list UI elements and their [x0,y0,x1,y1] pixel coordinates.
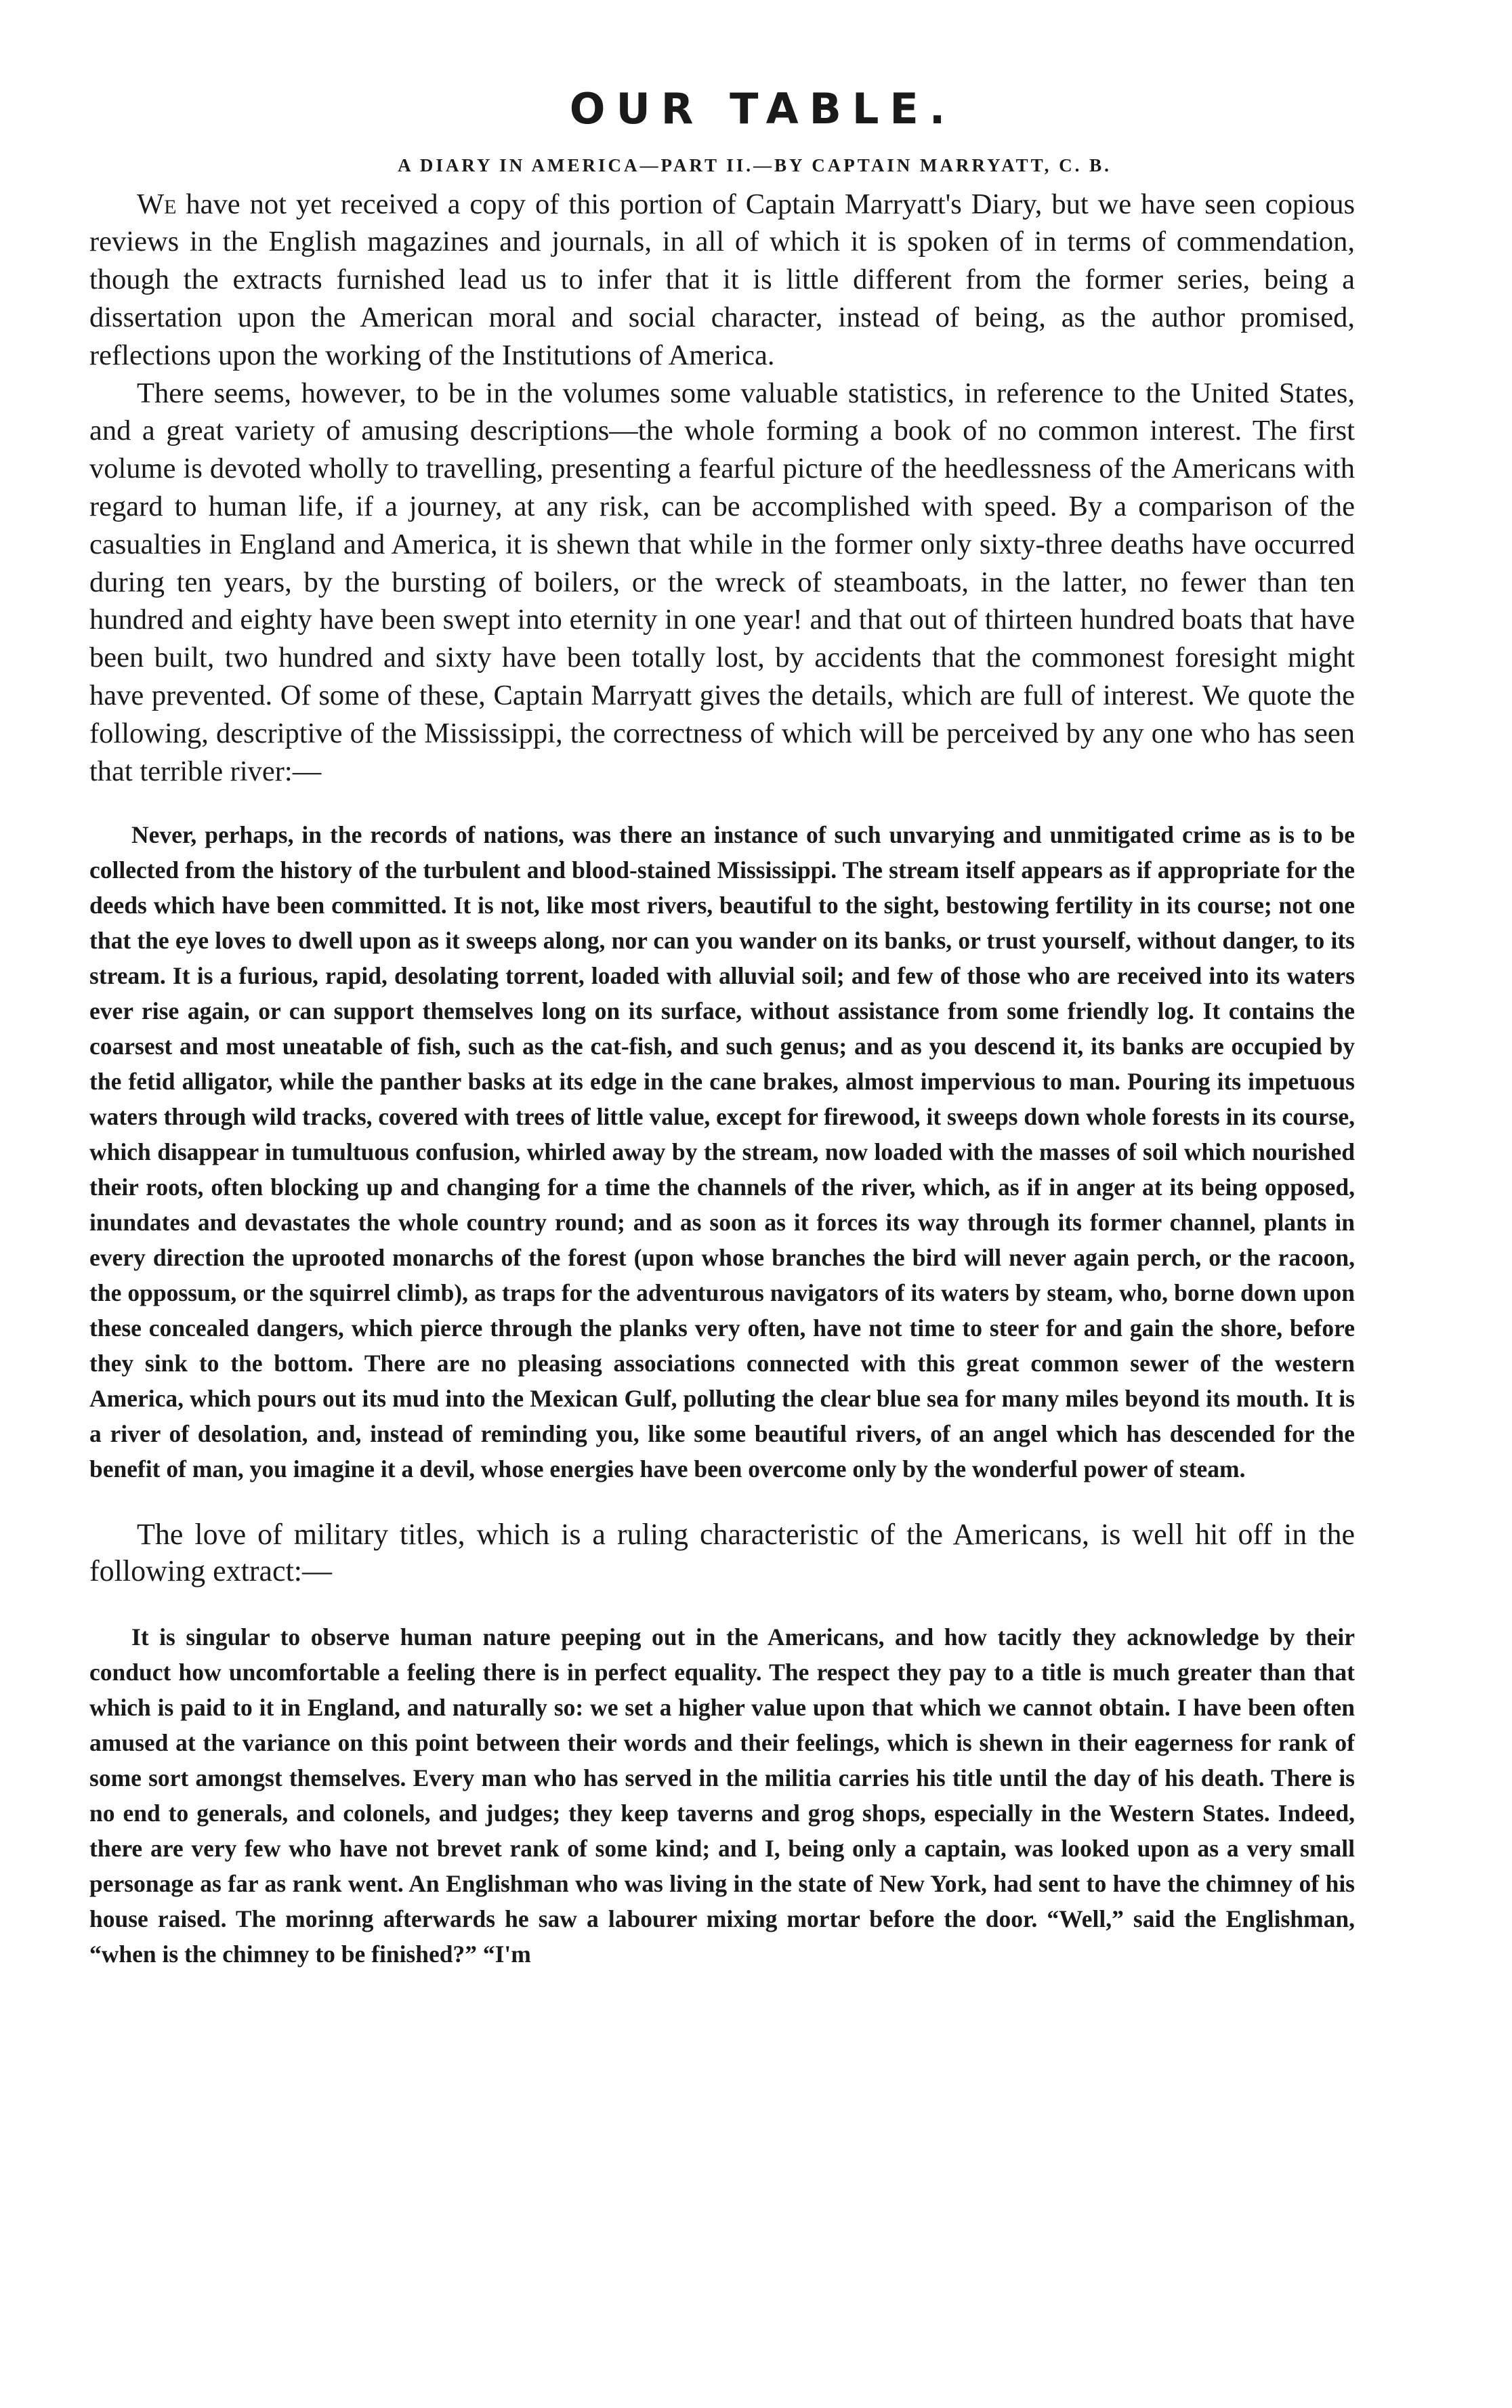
section-title: OUR TABLE. [569,84,957,133]
body-paragraph-3: The love of military titles, which is a ruling characteristic of the Americans, is well hit off in the following extract:— [89,1518,1355,1588]
quote-military-titles: It is singular to observe human nature peeping out in the Americans, and how tacitly they acknowledge by their conduct how uncomfortable a feeling there is in perfect equality. The respect they pay to a title is much greater than that which is paid to it in England, and naturally so: we set a higher value upon that which we cannot obtain. I have been often amused at the variance on this point between their words and their feelings, which is shewn in their eagerness for rank of some sort amongst themselves. Every man who has served in the militia carries his title until the day of his death. There is no end to generals, and colonels, and judges; they keep taverns and grog shops, especially in the Western States. Indeed, there are very few who have not brevet rank of some kind; and I, being only a captain, was looked upon as a very small personage as far as rank went. An Englishman who was living in the state of New York, had sent to have the chimney of his house raised. The morinng afterwards he saw a labourer mixing mortar before the door. “Well,” said the Englishman, “when is the chimney to be finished?” “I'm [89,1623,1355,1968]
body-paragraph-1 [89,186,1355,375]
quote-mississippi: Never, perhaps, in the records of nations, was there an instance of such unvarying and unmitigated crime as is to be collected from the history of the turbulent and blood-stained Mississippi. The stream itself appears as if appropriate for the deeds which have been committed. It is not, like most rivers, beautiful to the sight, bestowing fertility in its course; not one that the eye loves to dwell upon as it sweeps along, nor can you wander on its banks, or trust yourself, without danger, to its stream. It is a furious, rapid, desolating torrent, loaded with alluvial soil; and few of those who are received into its waters ever rise again, or can support themselves long on its surface, without assistance from some friendly log. It contains the coarsest and most uneatable of fish, such as the cat-fish, and such genus; and as you descend it, its banks are occupied by the fetid alligator, while the panther basks at its edge in the cane brakes, almost impervious to man. Pouring its impetuous waters through wild tracks, covered with trees of little value, except for firewood, it sweeps down whole forests in its course, which disappear in tumultuous confusion, whirled away by the stream, now loaded with the masses of soil which nourished their roots, often blocking up and changing for a time the channels of the river, which, as if in anger at its being opposed, inundates and devastates the whole country round; and as soon as it forces its way through its former channel, plants in every direction the uprooted monarchs of the forest (upon whose branches the bird will never again perch, or the racoon, the oppossum, or the squirrel climb), as traps for the adventurous navigators of its waters by steam, who, borne down upon these concealed dangers, which pierce through the planks very often, have not time to steer for and gain the shore, before they sink to the bottom. There are no pleasing associations connected with this great common sewer of the western America, which pours out its mud into the Mexican Gulf, polluting the clear blue sea for many miles beyond its mouth. It is a river of desolation, and, instead of reminding you, like some beautiful rivers, of an angel which has descended for the benefit of man, you imagine it a devil, whose energies have been overcome only by the wonderful power of steam. [89,821,1355,1483]
drop-word: We [137,188,177,220]
spacer [89,1487,1355,1516]
body-paragraph-2: There seems, however, to be in the volumes some valuable statistics, in reference to the United States, and a great variety of amusing descriptions—the whole forming a book of no common interest. The first volume is devoted wholly to travelling, presenting a fearful picture of the heedlessness of the Americans with regard to human life, if a journey, at any risk, can be accomplished with speed. By a comparison of the casualties in England and America, it is shewn that while in the former only sixty-three deaths have occurred during ten years, by the bursting of boilers, or the wreck of steamboats, in the latter, no fewer than ten hundred and eighty have been swept into eternity in one year! and that out of thirteen hundred boats that have been built, two hundred and sixty have been totally lost, by accidents that the commonest foresight might have prevented. Of some of these, Captain Marryatt gives the details, which are full of interest. We quote the following, descriptive of the Mississippi, the correctness of which will be perceived by any one who has seen that terrible river:— [89,377,1355,787]
spacer [89,1590,1355,1619]
paragraph-1-text: have not yet received a copy of this portion of Captain Marryatt's Diary, but we have seen copious reviews in the English magazines and journals, in all of which it is spoken of in terms of commendation, though the extracts furnished lead us to infer that it is little different from the former series, being a dissertation upon the American moral and social character, instead of being, as the author promised, reflections upon the working of the Institutions of America. [89,188,1355,371]
spacer [89,790,1355,817]
article-heading: A DIARY IN AMERICA—PART II.—BY CAPTAIN MARRYATT, C. B. [398,155,1112,175]
